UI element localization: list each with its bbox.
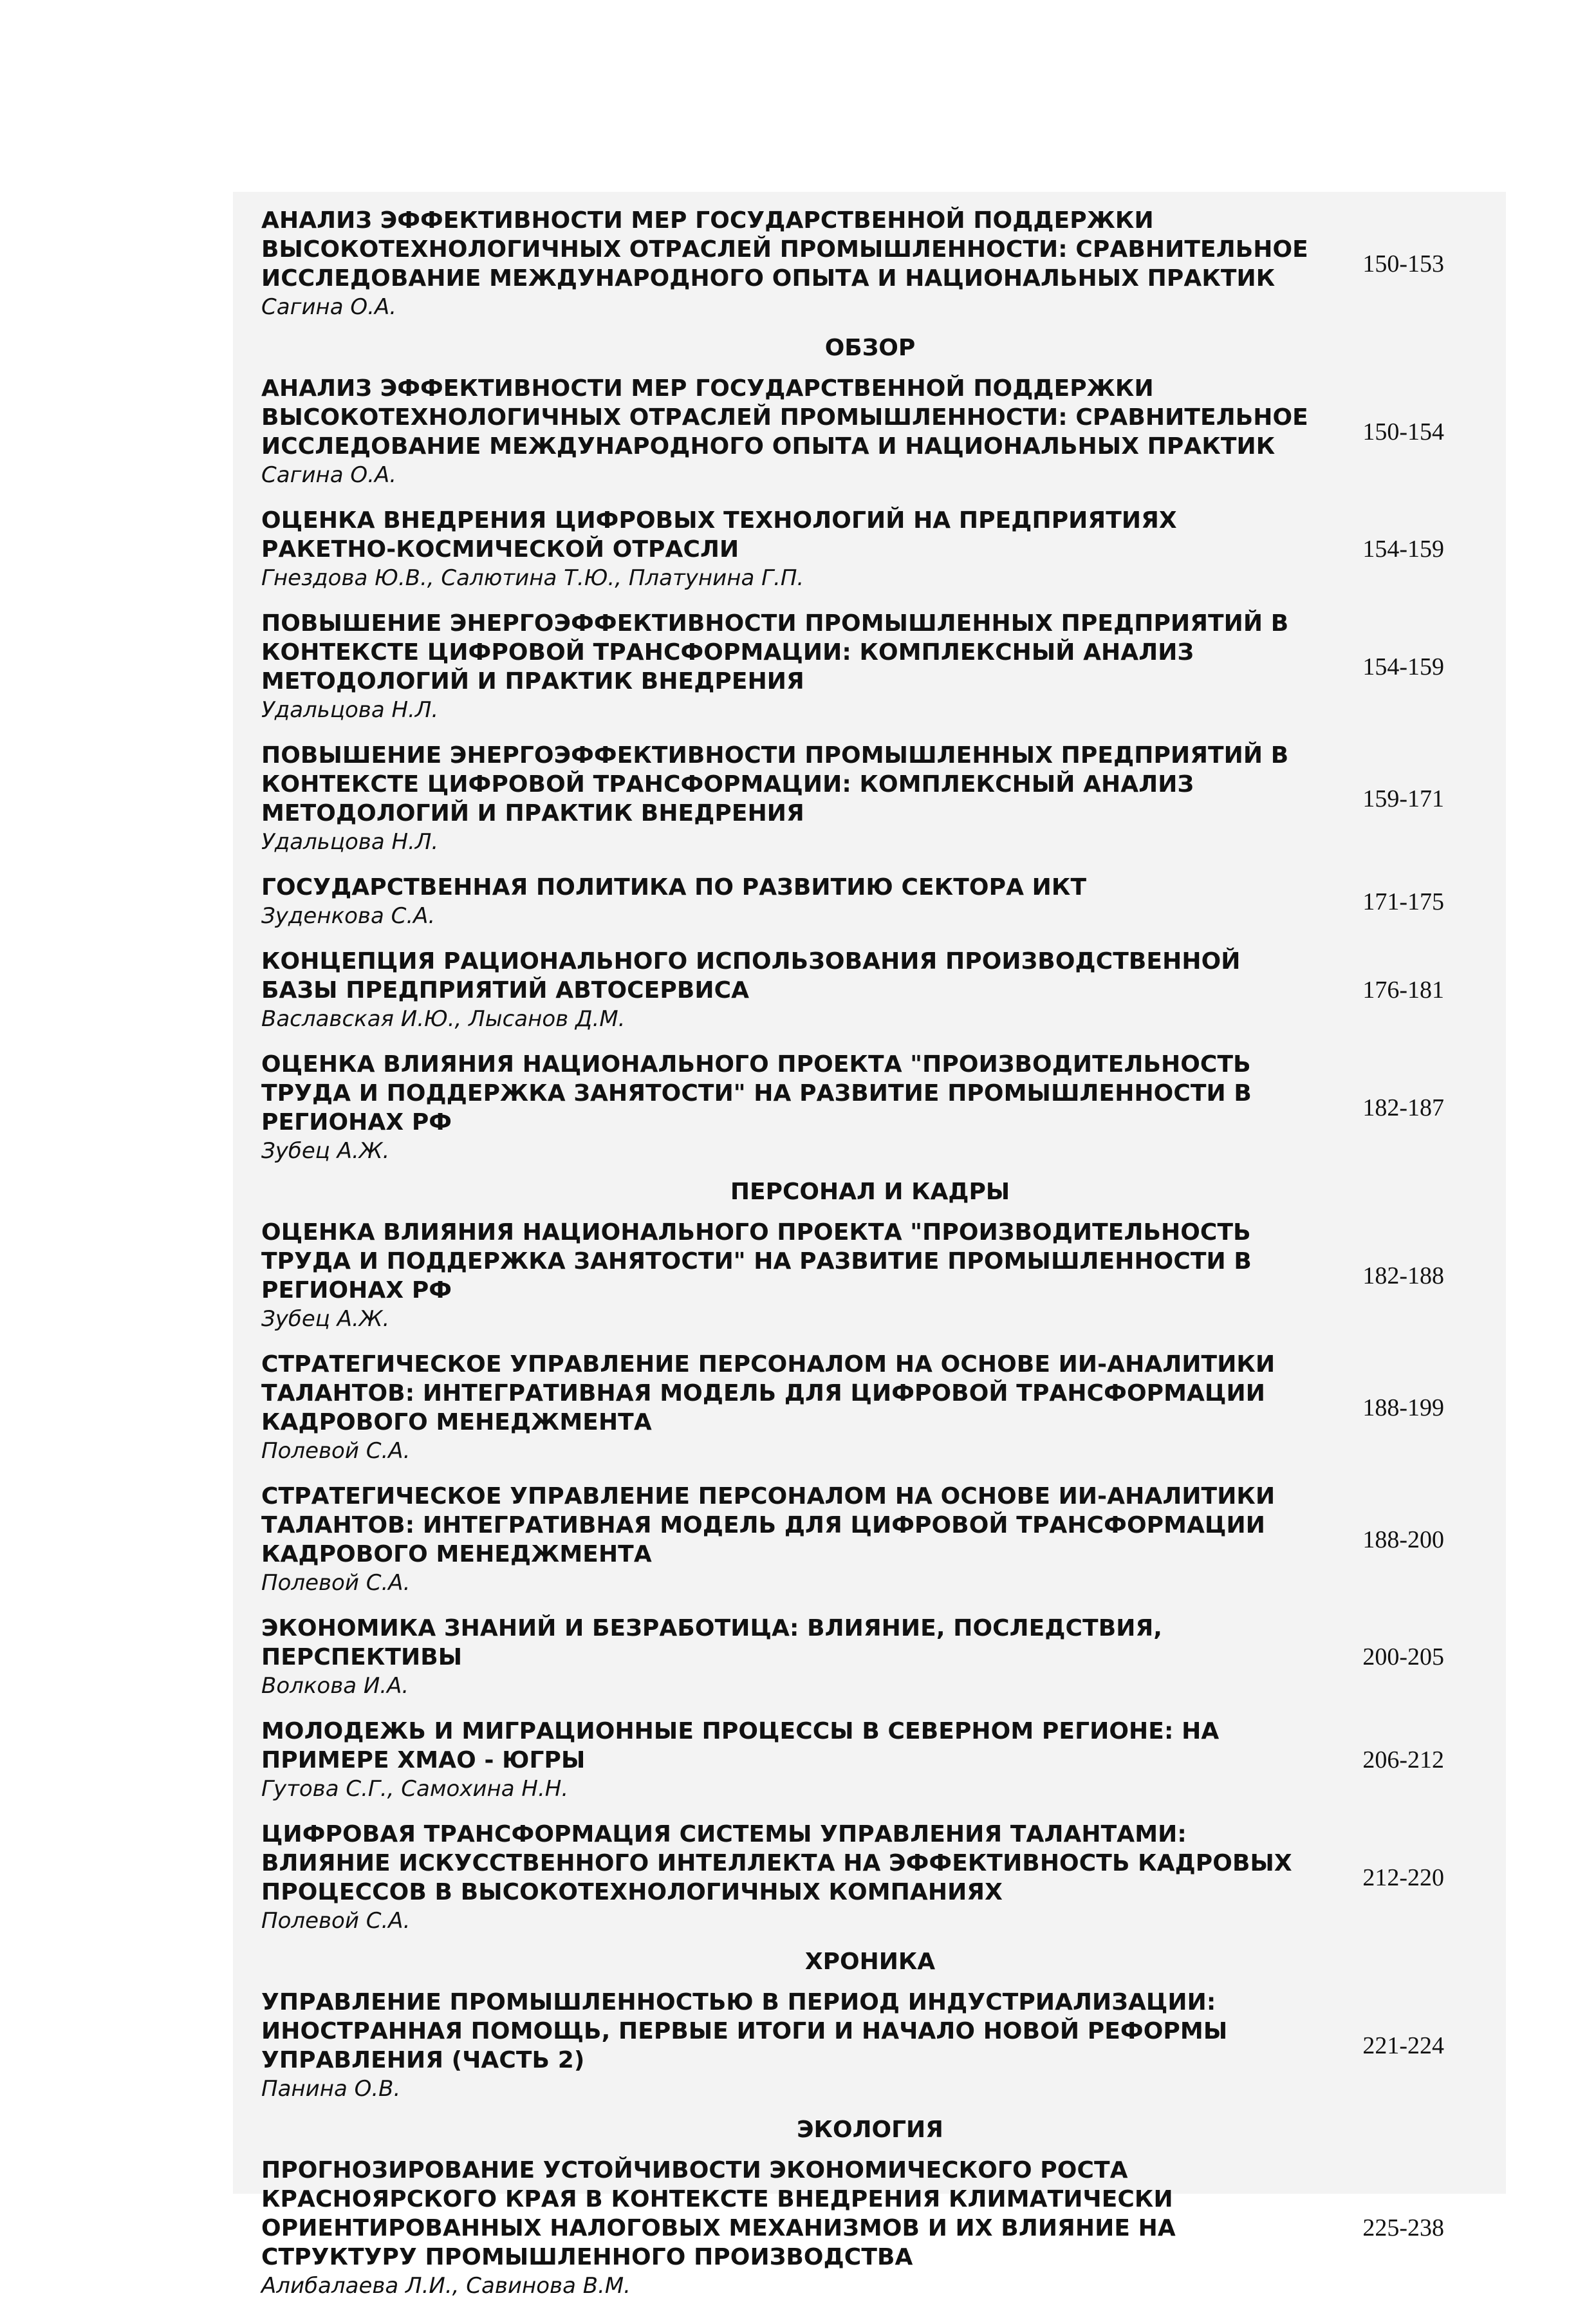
entry-title: ОЦЕНКА ВЛИЯНИЯ НАЦИОНАЛЬНОГО ПРОЕКТА "ПРОИЗВОДИТЕЛЬНОСТЬ ТРУДА И ПОДДЕРЖКА ЗАНЯТОСТИ" НА РАЗВИТИЕ ПРОМЫШЛЕННОСТИ В РЕГИОНАХ РФ [261,1051,1252,1136]
toc-entry[interactable] [261,1482,1479,1597]
entry-authors: Зубец А.Ж. [261,1138,390,1164]
entry-body [261,609,1317,724]
entry-body [261,1050,1317,1165]
toc-entry[interactable] [261,2156,1479,2300]
entry-authors: Полевой С.А. [261,1570,411,1596]
entry-title: ПОВЫШЕНИЕ ЭНЕРГОЭФФЕКТИВНОСТИ ПРОМЫШЛЕННЫХ ПРЕДПРИЯТИЙ В КОНТЕКСТЕ ЦИФРОВОЙ ТРАНСФОРМАЦИИ: КОМПЛЕКСНЫЙ АНАЛИЗ МЕТОДОЛОГИЙ И ПРАКТИК ВНЕДРЕНИЯ [261,610,1289,695]
entry-authors: Ваславская И.Ю., Лысанов Д.М. [261,1006,626,1032]
toc-entry[interactable] [261,947,1479,1033]
entry-title: ЭКОНОМИКА ЗНАНИЙ И БЕЗРАБОТИЦА: ВЛИЯНИЕ, ПОСЛЕДСТВИЯ, ПЕРСПЕКТИВЫ [261,1615,1163,1670]
entry-body [261,206,1317,321]
section-heading: ЭКОЛОГИЯ [797,2117,943,2143]
entry-authors: Удальцова Н.Л. [261,829,439,855]
toc-entry[interactable] [261,1050,1479,1165]
toc-entry[interactable] [261,873,1479,930]
entry-title: СТРАТЕГИЧЕСКОЕ УПРАВЛЕНИЕ ПЕРСОНАЛОМ НА ОСНОВЕ ИИ-АНАЛИТИКИ ТАЛАНТОВ: ИНТЕГРАТИВНАЯ МОДЕЛЬ ДЛЯ ЦИФРОВОЙ ТРАНСФОРМАЦИИ КАДРОВОГО МЕНЕДЖМЕНТА [261,1483,1276,1567]
entry-body [261,1350,1317,1465]
entry-title: ГОСУДАРСТВЕННАЯ ПОЛИТИКА ПО РАЗВИТИЮ СЕКТОРА ИКТ [261,874,1087,901]
entry-title: МОЛОДЕЖЬ И МИГРАЦИОННЫЕ ПРОЦЕССЫ В СЕВЕРНОМ РЕГИОНЕ: НА ПРИМЕРЕ ХМАО - ЮГРЫ [261,1718,1220,1773]
entry-title: КОНЦЕПЦИЯ РАЦИОНАЛЬНОГО ИСПОЛЬЗОВАНИЯ ПРОИЗВОДСТВЕННОЙ БАЗЫ ПРЕДПРИЯТИЙ АВТОСЕРВИСА [261,948,1241,1004]
entry-pages: 221-224 [1362,2032,1444,2059]
entry-title: АНАЛИЗ ЭФФЕКТИВНОСТИ МЕР ГОСУДАРСТВЕННОЙ ПОДДЕРЖКИ ВЫСОКОТЕХНОЛОГИЧНЫХ ОТРАСЛЕЙ ПРОМЫШЛЕННОСТИ: СРАВНИТЕЛЬНОЕ ИССЛЕДОВАНИЕ МЕЖДУНАРОДНОГО ОПЫТА И НАЦИОНАЛЬНЫХ ПРАКТИК [261,375,1308,460]
entry-title: СТРАТЕГИЧЕСКОЕ УПРАВЛЕНИЕ ПЕРСОНАЛОМ НА ОСНОВЕ ИИ-АНАЛИТИКИ ТАЛАНТОВ: ИНТЕГРАТИВНАЯ МОДЕЛЬ ДЛЯ ЦИФРОВОЙ ТРАНСФОРМАЦИИ КАДРОВОГО МЕНЕДЖМЕНТА [261,1351,1276,1435]
entry-pages: 154-159 [1362,653,1444,680]
entry-pages: 200-205 [1362,1643,1444,1670]
entry-title: ОЦЕНКА ВЛИЯНИЯ НАЦИОНАЛЬНОГО ПРОЕКТА "ПРОИЗВОДИТЕЛЬНОСТЬ ТРУДА И ПОДДЕРЖКА ЗАНЯТОСТИ" НА РАЗВИТИЕ ПРОМЫШЛЕННОСТИ В РЕГИОНАХ РФ [261,1219,1252,1304]
entry-body [261,506,1317,592]
toc-entry[interactable] [261,1614,1479,1700]
entry-title: АНАЛИЗ ЭФФЕКТИВНОСТИ МЕР ГОСУДАРСТВЕННОЙ ПОДДЕРЖКИ ВЫСОКОТЕХНОЛОГИЧНЫХ ОТРАСЛЕЙ ПРОМЫШЛЕННОСТИ: СРАВНИТЕЛЬНОЕ ИССЛЕДОВАНИЕ МЕЖДУНАРОДНОГО ОПЫТА И НАЦИОНАЛЬНЫХ ПРАКТИК [261,207,1308,292]
entry-body [261,1614,1317,1700]
entry-authors: Гутова С.Г., Самохина Н.Н. [261,1776,569,1802]
toc-entry[interactable] [261,741,1479,856]
entry-pages: 188-199 [1362,1394,1444,1421]
toc-entry[interactable] [261,1717,1479,1803]
entry-body [261,2156,1317,2300]
entry-pages: 188-200 [1362,1526,1444,1553]
entry-authors: Удальцова Н.Л. [261,697,439,723]
entry-body [261,873,1317,930]
entry-body [261,741,1317,856]
entry-body [261,1717,1317,1803]
entry-authors: Алибалаева Л.И., Савинова В.М. [261,2273,631,2299]
entry-authors: Зуденкова С.А. [261,903,436,929]
toc-entry[interactable] [261,506,1479,592]
entry-authors: Сагина О.А. [261,462,397,488]
entry-body [261,1218,1317,1333]
entry-pages: 206-212 [1362,1746,1444,1773]
toc-entry[interactable] [261,609,1479,724]
entry-authors: Полевой С.А. [261,1908,411,1934]
entry-pages: 225-238 [1362,2214,1444,2241]
toc-entry[interactable] [261,206,1479,321]
entry-pages: 212-220 [1362,1864,1444,1891]
toc-entry[interactable] [261,1350,1479,1465]
table-of-contents [233,192,1506,2299]
entry-pages: 150-154 [1362,418,1444,445]
entry-title: ПРОГНОЗИРОВАНИЕ УСТОЙЧИВОСТИ ЭКОНОМИЧЕСКОГО РОСТА КРАСНОЯРСКОГО КРАЯ В КОНТЕКСТЕ ВНЕДРЕНИЯ КЛИМАТИЧЕСКИ ОРИЕНТИРОВАННЫХ НАЛОГОВЫХ МЕХАНИЗМОВ И ИХ ВЛИЯНИЕ НА СТРУКТУРУ ПРОМЫШЛЕННОГО ПРОИЗВОДСТВА [261,2157,1176,2270]
entry-pages: 159-171 [1362,785,1444,812]
entry-body [261,1820,1317,1935]
entry-body [261,374,1317,489]
entry-pages: 182-187 [1362,1094,1444,1121]
entry-title: ОЦЕНКА ВНЕДРЕНИЯ ЦИФРОВЫХ ТЕХНОЛОГИЙ НА ПРЕДПРИЯТИЯХ РАКЕТНО-КОСМИЧЕСКОЙ ОТРАСЛИ [261,507,1177,563]
entry-authors: Волкова И.А. [261,1673,409,1699]
entry-authors: Гнездова Ю.В., Салютина Т.Ю., Платунина Г.П. [261,565,804,591]
entry-pages: 176-181 [1362,977,1444,1004]
entry-pages: 150-153 [1362,250,1444,277]
entry-body [261,947,1317,1033]
entry-title: ЦИФРОВАЯ ТРАНСФОРМАЦИЯ СИСТЕМЫ УПРАВЛЕНИЯ ТАЛАНТАМИ: ВЛИЯНИЕ ИСКУССТВЕННОГО ИНТЕЛЛЕКТА НА ЭФФЕКТИВНОСТЬ КАДРОВЫХ ПРОЦЕССОВ В ВЫСОКОТЕХНОЛОГИЧНЫХ КОМПАНИЯХ [261,1821,1292,1905]
entry-pages: 154-159 [1362,536,1444,563]
entry-pages: 171-175 [1362,888,1444,915]
entry-authors: Зубец А.Ж. [261,1306,390,1332]
entry-body [261,1988,1317,2103]
entry-title: УПРАВЛЕНИЕ ПРОМЫШЛЕННОСТЬЮ В ПЕРИОД ИНДУСТРИАЛИЗАЦИИ: ИНОСТРАННАЯ ПОМОЩЬ, ПЕРВЫЕ ИТОГИ И НАЧАЛО НОВОЙ РЕФОРМЫ УПРАВЛЕНИЯ (ЧАСТЬ 2) [261,1989,1228,2073]
entry-pages: 182-188 [1362,1262,1444,1289]
entry-authors: Сагина О.А. [261,294,397,320]
entry-authors: Панина О.В. [261,2076,401,2102]
entry-authors: Полевой С.А. [261,1438,411,1464]
section-heading: ХРОНИКА [804,1949,936,1975]
toc-entry[interactable] [261,1820,1479,1935]
section-heading: ПЕРСОНАЛ И КАДРЫ [730,1179,1010,1205]
section-heading: ОБЗОР [824,335,916,361]
entry-body [261,1482,1317,1597]
toc-entry[interactable] [261,1988,1479,2103]
entry-title: ПОВЫШЕНИЕ ЭНЕРГОЭФФЕКТИВНОСТИ ПРОМЫШЛЕННЫХ ПРЕДПРИЯТИЙ В КОНТЕКСТЕ ЦИФРОВОЙ ТРАНСФОРМАЦИИ: КОМПЛЕКСНЫЙ АНАЛИЗ МЕТОДОЛОГИЙ И ПРАКТИК ВНЕДРЕНИЯ [261,742,1289,827]
toc-entry[interactable] [261,374,1479,489]
toc-entry[interactable] [261,1218,1479,1333]
